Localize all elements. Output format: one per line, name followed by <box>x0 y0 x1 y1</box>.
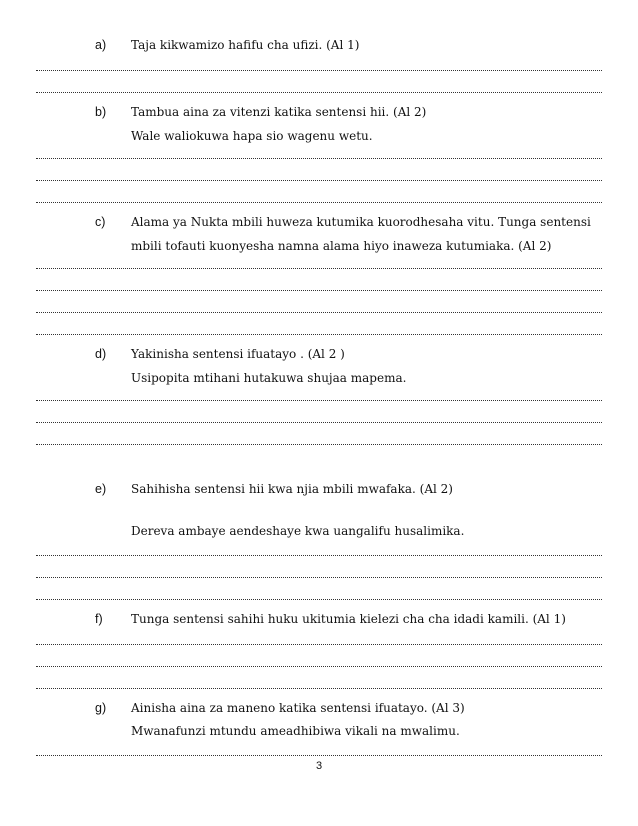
question-a-text: Taja kikwamizo hafifu cha ufizi. (Al 1) <box>131 38 360 52</box>
question-c-text-2: mbili tofauti kuonyesha namna alama hiyo inaweza kutumiaka. (Al 2) <box>131 239 552 253</box>
question-b-label: b) <box>95 105 107 119</box>
question-c-text-1: Alama ya Nukta mbili huweza kutumika kuorodhesaha vitu. Tunga sentensi <box>131 215 591 229</box>
answer-line[interactable] <box>36 334 602 335</box>
question-e-label: e) <box>95 482 107 496</box>
question-b-text: Tambua aina za vitenzi katika sentensi hii. (Al 2) <box>131 105 427 119</box>
answer-line[interactable] <box>36 577 602 578</box>
answer-line[interactable] <box>36 158 602 159</box>
answer-line[interactable] <box>36 688 602 689</box>
answer-line[interactable] <box>36 70 602 71</box>
question-d-text: Yakinisha sentensi ifuatayo . (Al 2 ) <box>131 347 345 361</box>
question-d-label: d) <box>95 347 107 361</box>
answer-line[interactable] <box>36 666 602 667</box>
question-c-label: c) <box>95 215 106 229</box>
page-number: 3 <box>315 760 323 772</box>
question-f-text: Tunga sentensi sahihi huku ukitumia kielezi cha cha idadi kamili. (Al 1) <box>131 612 566 626</box>
answer-line[interactable] <box>36 644 602 645</box>
answer-line[interactable] <box>36 290 602 291</box>
question-g-text: Ainisha aina za maneno katika sentensi ifuatayo. (Al 3) <box>131 701 465 715</box>
answer-line[interactable] <box>36 444 602 445</box>
answer-line[interactable] <box>36 92 602 93</box>
question-b-sentence: Wale waliokuwa hapa sio wagenu wetu. <box>131 129 373 143</box>
question-g-label: g) <box>95 701 107 715</box>
question-e-text: Sahihisha sentensi hii kwa njia mbili mwafaka. (Al 2) <box>131 482 453 496</box>
answer-line[interactable] <box>36 555 602 556</box>
answer-line[interactable] <box>36 755 602 756</box>
answer-line[interactable] <box>36 312 602 313</box>
question-e-sentence: Dereva ambaye aendeshaye kwa uangalifu husalimika. <box>131 524 465 538</box>
question-f-label: f) <box>95 612 103 626</box>
question-a-label: a) <box>95 38 107 52</box>
answer-line[interactable] <box>36 400 602 401</box>
answer-line[interactable] <box>36 268 602 269</box>
answer-line[interactable] <box>36 202 602 203</box>
answer-line[interactable] <box>36 422 602 423</box>
answer-line[interactable] <box>36 599 602 600</box>
question-d-sentence: Usipopita mtihani hutakuwa shujaa mapema. <box>131 371 407 385</box>
answer-line[interactable] <box>36 180 602 181</box>
question-g-sentence: Mwanafunzi mtundu ameadhibiwa vikali na mwalimu. <box>131 724 460 738</box>
